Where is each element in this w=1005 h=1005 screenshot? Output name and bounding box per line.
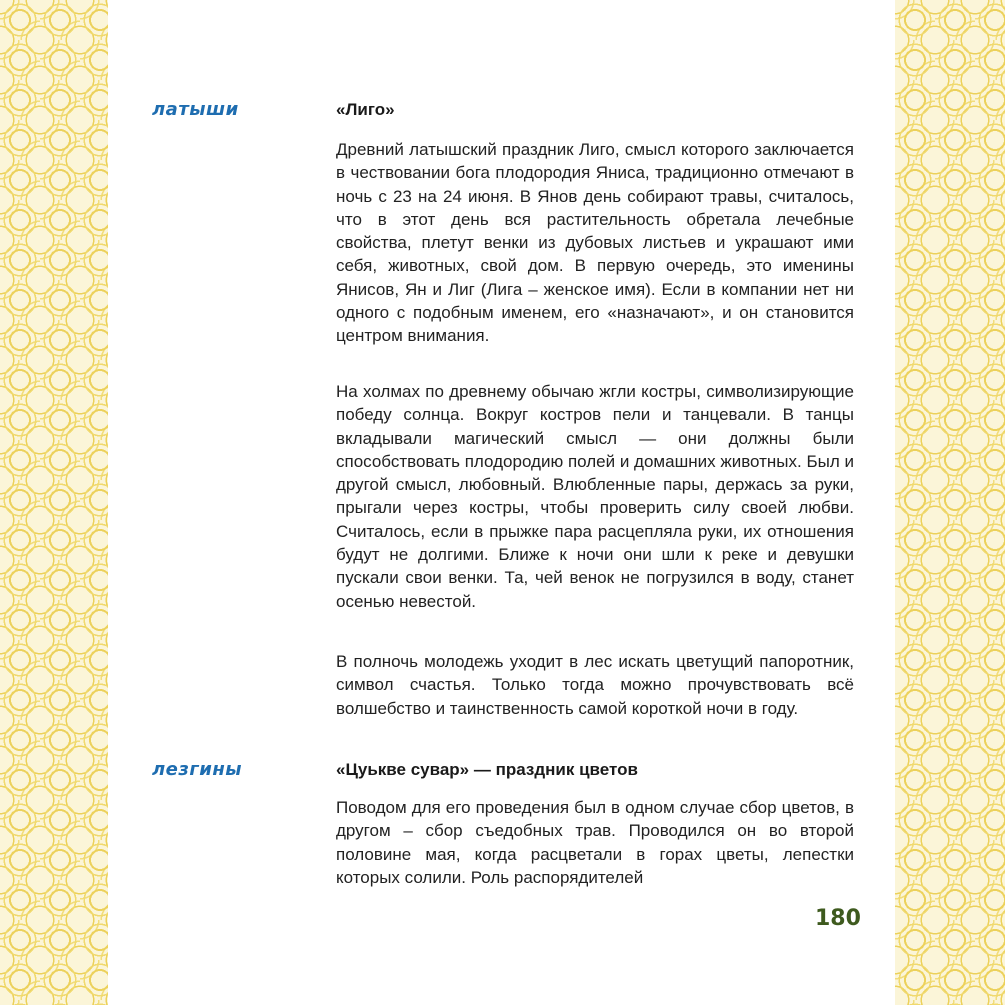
section-heading: «Цуькве сувар» — праздник цветов [336, 760, 638, 779]
section-label: латыши [152, 99, 239, 120]
page-number: 180 [815, 906, 861, 931]
paragraph: В полночь молодежь уходит в лес искать цветущий папоротник, символ счастья. Только тогда можно прочувствовать всё волшебство и таинственность самой короткой ночи в году. [336, 652, 854, 718]
decorative-border-left [0, 0, 108, 1005]
section-heading: «Лиго» [336, 100, 395, 119]
section-label: лезгины [152, 759, 243, 780]
paragraph: На холмах по древнему обычаю жгли костры, символизирующие победу солнца. Вокруг костров пели и танцевали. В танцы вкладывали магический смысл — они должны были способствовать плодородию полей и домашних животных. Был и другой смысл, любовный. Влюбленные пары, держась за руки, прыгали через костры, чтобы проверить силу своей любви. Считалось, если в прыжке пара расцепляла руки, их отношения будут не долгими. Ближе к ночи они шли к реке и девушки пускали свои венки. Та, чей венок не погрузился в воду, станет осенью невестой. [336, 382, 854, 611]
decorative-border-right [895, 0, 1005, 1005]
paragraph: Поводом для его проведения был в одном случае сбор цветов, в другом – сбор съедобных трав. Проводился он во второй половине мая, когда расцветали в горах цветы, лепестки которых солили. Роль распорядителей [336, 798, 854, 887]
paragraph: Древний латышский праздник Лиго, смысл которого заключается в чествовании бога плодородия Яниса, традиционно отмечают в ночь с 23 на 24 июня. В Янов день собирают травы, считалось, что в этот день вся растительность обретала лечебные свойства, плетут венки из дубовых листьев и украшают ими себя, животных, свой дом. В первую очередь, это именины Янисов, Ян и Лиг (Лига – женское имя). Если в компании нет ни одного с подобным именем, его «назначают», и он становится центром внимания. [336, 140, 854, 346]
